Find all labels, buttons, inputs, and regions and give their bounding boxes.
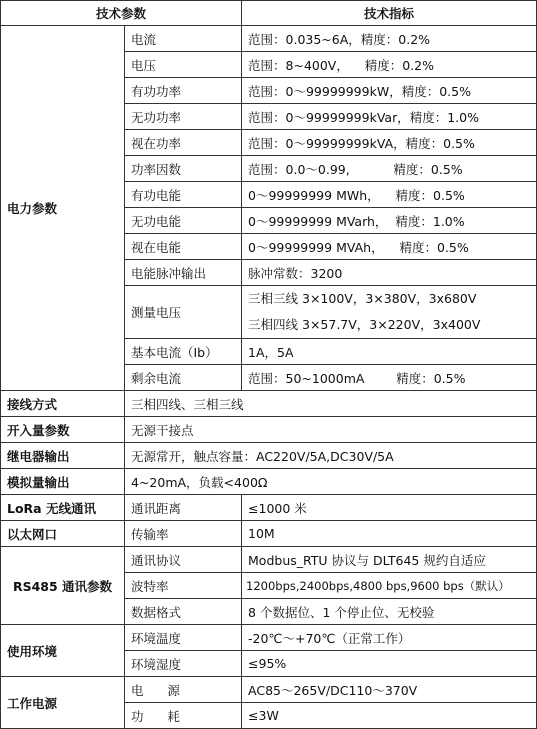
param-value: 范围：0～99999999kVA，精度：0.5% [242, 130, 537, 156]
table-row [1, 469, 537, 495]
param-name: 通讯距离 [125, 495, 242, 521]
category-power: 电力参数 [1, 26, 125, 391]
param-name: 基本电流（Ib） [125, 339, 242, 365]
param-value: 范围：0.0～0.99, 精度：0.5% [242, 156, 537, 182]
param-value: 三相四线、三相三线 [125, 391, 537, 417]
param-value: ≤1000 米 [242, 495, 537, 521]
param-value: 无源干接点 [125, 417, 537, 443]
category-rs485: RS485 通讯参数 [1, 547, 125, 625]
param-value: 4~20mA，负载<400Ω [125, 469, 537, 495]
param-name: 视在电能 [125, 234, 242, 260]
param-name: 有功功率 [125, 78, 242, 104]
category-analog: 模拟量输出 [1, 469, 125, 495]
param-value: AC85～265V/DC110～370V [242, 677, 537, 703]
param-value: 范围：50~1000mA 精度：0.5% [242, 365, 537, 391]
param-value: 8 个数据位、1 个停止位、无校验 [242, 599, 537, 625]
param-name: 电 源 [125, 677, 242, 703]
table-row [1, 521, 537, 547]
category-lora: LoRa 无线通讯 [1, 495, 125, 521]
header-row [1, 1, 537, 26]
category-ethernet: 以太网口 [1, 521, 125, 547]
table-row [1, 26, 537, 52]
table-row [1, 443, 537, 469]
table-row [1, 495, 537, 521]
param-name: 有功电能 [125, 182, 242, 208]
param-name: 环境湿度 [125, 651, 242, 677]
param-value: ≤95% [242, 651, 537, 677]
category-power-supply: 工作电源 [1, 677, 125, 729]
param-value: 无源常开，触点容量：AC220V/5A,DC30V/5A [125, 443, 537, 469]
table-row [1, 625, 537, 651]
param-name: 环境温度 [125, 625, 242, 651]
param-name: 数据格式 [125, 599, 242, 625]
param-name: 功 耗 [125, 703, 242, 729]
param-name: 测量电压 [125, 286, 242, 339]
category-relay: 继电器输出 [1, 443, 125, 469]
param-value: 1200bps,2400bps,4800 bps,9600 bps（默认） [242, 573, 537, 599]
param-value: 0～99999999 MWh， 精度：0.5% [242, 182, 537, 208]
table-row [1, 391, 537, 417]
param-value: 10M [242, 521, 537, 547]
param-value: 脉冲常数：3200 [242, 260, 537, 286]
header-param: 技术参数 [1, 1, 242, 26]
param-value: Modbus_RTU 协议与 DLT645 规约自适应 [242, 547, 537, 573]
param-name: 无功电能 [125, 208, 242, 234]
param-name: 通讯协议 [125, 547, 242, 573]
param-name: 功率因数 [125, 156, 242, 182]
param-value-multiline [242, 286, 537, 339]
param-value: 范围：0～99999999kVar，精度：1.0% [242, 104, 537, 130]
param-value: 范围：0～99999999kW，精度：0.5% [242, 78, 537, 104]
table-row [1, 417, 537, 443]
category-wiring: 接线方式 [1, 391, 125, 417]
table-row [1, 677, 537, 703]
param-name: 电能脉冲输出 [125, 260, 242, 286]
param-name: 视在功率 [125, 130, 242, 156]
category-switch-input: 开入量参数 [1, 417, 125, 443]
param-value: 范围：0.035~6A，精度：0.2% [242, 26, 537, 52]
param-name: 电压 [125, 52, 242, 78]
param-name: 剩余电流 [125, 365, 242, 391]
param-value-line: 三相四线 3×57.7V，3×220V，3x400V [248, 317, 481, 332]
param-value: ≤3W [242, 703, 537, 729]
param-name: 波特率 [125, 573, 242, 599]
param-value: 范围：8~400V， 精度：0.2% [242, 52, 537, 78]
param-value: 1A，5A [242, 339, 537, 365]
param-value: -20℃～+70℃（正常工作） [242, 625, 537, 651]
category-environment: 使用环境 [1, 625, 125, 677]
param-name: 传输率 [125, 521, 242, 547]
param-name: 电流 [125, 26, 242, 52]
param-value: 0～99999999 MVAh， 精度：0.5% [242, 234, 537, 260]
param-name: 无功功率 [125, 104, 242, 130]
table-row [1, 547, 537, 573]
param-value-line: 三相三线 3×100V，3×380V，3x680V [248, 291, 477, 306]
param-value: 0～99999999 MVarh， 精度：1.0% [242, 208, 537, 234]
header-spec: 技术指标 [242, 1, 537, 26]
